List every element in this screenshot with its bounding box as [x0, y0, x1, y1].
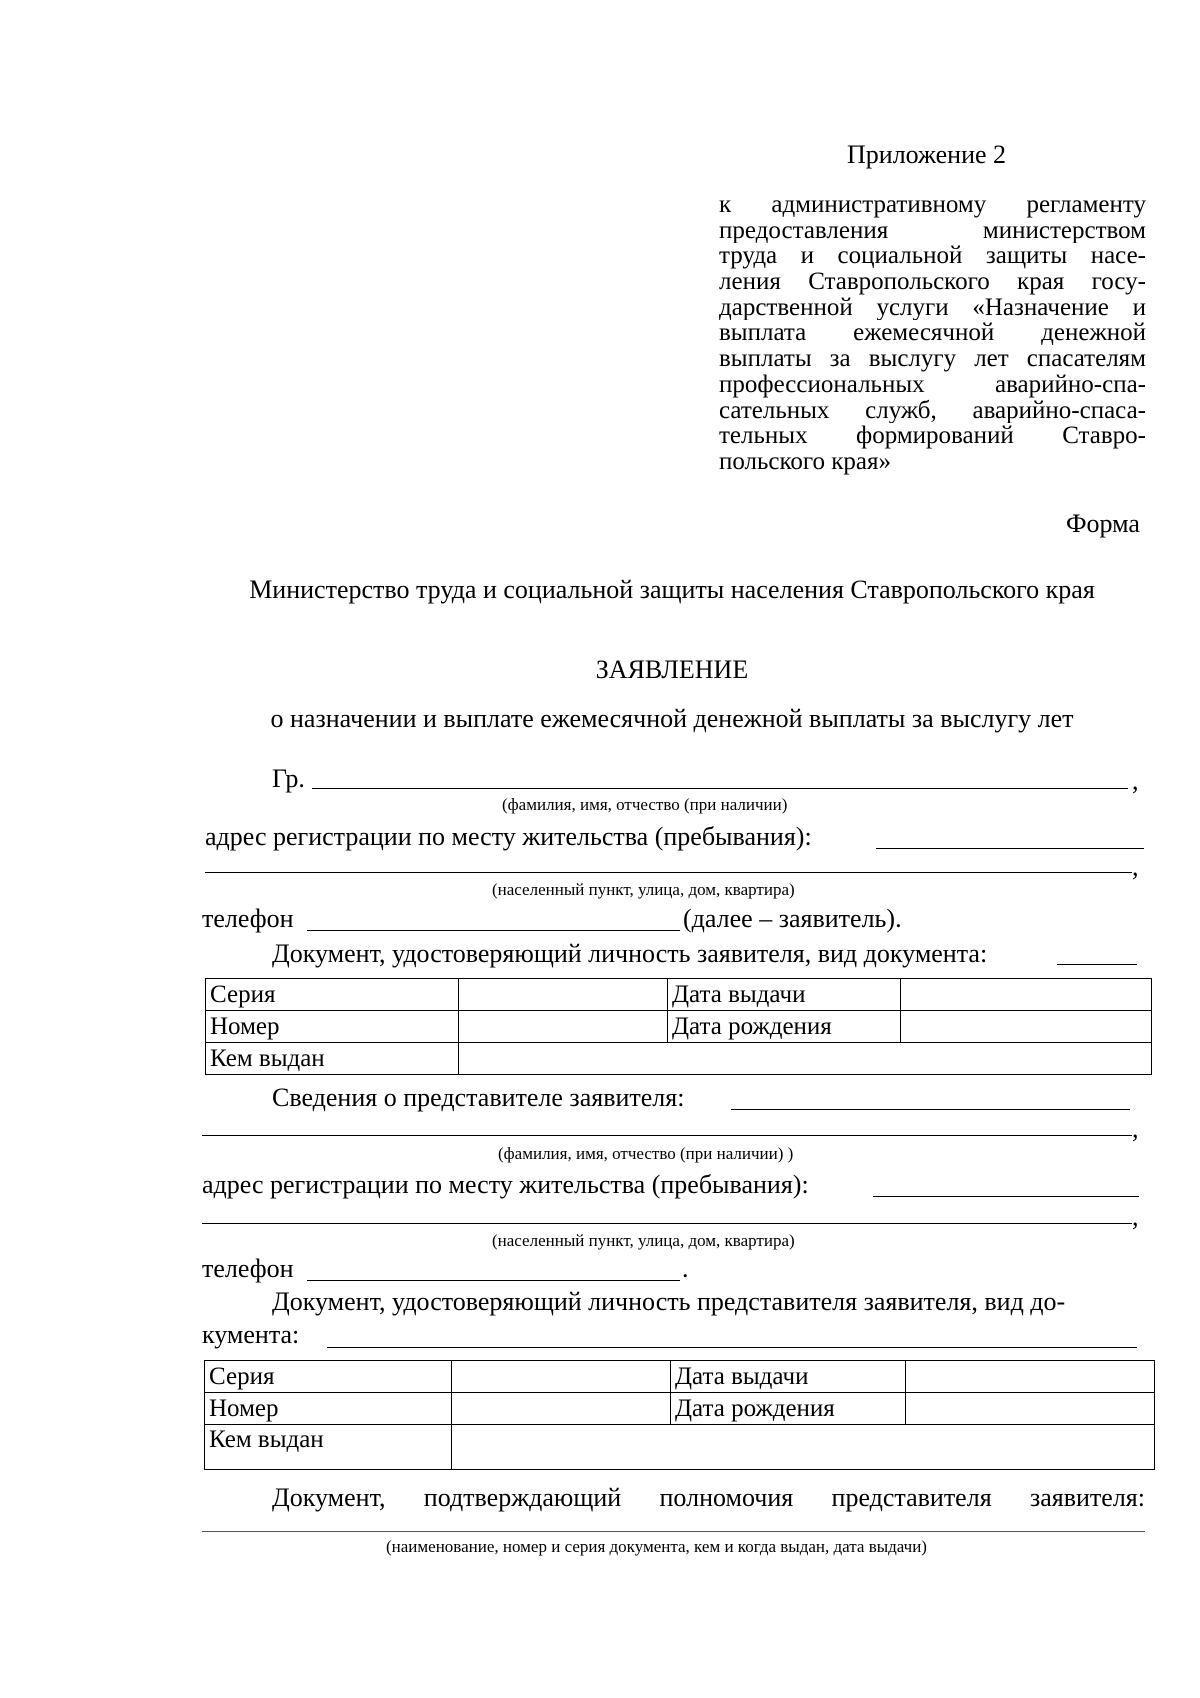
doc-type-input-line[interactable] — [1057, 964, 1137, 965]
representative-input-line[interactable] — [731, 1109, 1130, 1110]
series-cell[interactable] — [459, 979, 668, 1011]
rep-doc-label-2: кумента: — [202, 1320, 300, 1349]
rep-doc-label: Документ, удостоверяющий личность представителя заявителя, вид до- — [272, 1287, 1066, 1316]
reglament-line: тельных формирований Ставро- — [719, 423, 1146, 449]
authority-label: Документ, подтверждающий полномочия представителя заявителя: — [272, 1483, 1145, 1512]
rep-birth-date-cell[interactable] — [906, 1393, 1155, 1425]
gr-label: Гр. — [272, 764, 305, 793]
authority-input-line[interactable] — [202, 1531, 1145, 1532]
address-caption: (населенный пункт, улица, дом, квартира) — [492, 880, 795, 899]
reglament-line: дарственной услуги «Назначение и — [719, 294, 1146, 321]
fio-caption: (фамилия, имя, отчество (при наличии) — [502, 795, 788, 814]
rep-phone-label: телефон — [202, 1254, 294, 1283]
rep-address-caption: (населенный пункт, улица, дом, квартира) — [492, 1231, 795, 1250]
phone-suffix: (далее – заявитель). — [683, 904, 902, 933]
address-label: адрес регистрации по месту жительства (пребывания): — [205, 822, 812, 851]
reglament-line: выплаты за выслугу лет спасателям — [719, 346, 1146, 372]
rep-id-table — [204, 1360, 1155, 1470]
rep-number-cell[interactable] — [452, 1393, 671, 1425]
reglament-line: сательных служб, аварийно-спаса- — [719, 397, 1146, 424]
ministry-name: Министерство труда и социальной защиты населения Ставропольского края — [249, 575, 1095, 604]
comma: , — [1132, 766, 1139, 795]
issue-date-label: Дата выдачи — [668, 979, 901, 1011]
birth-date-label: Дата рождения — [668, 1011, 901, 1043]
number-label: Номер — [206, 1011, 459, 1043]
rep-doc-type-input-line[interactable] — [327, 1347, 1137, 1348]
series-label: Серия — [206, 979, 459, 1011]
issued-by-cell[interactable] — [459, 1043, 1152, 1075]
rep-issued-by-cell[interactable] — [452, 1425, 1155, 1470]
rep-phone-input-line[interactable] — [307, 1280, 680, 1281]
comma: , — [1132, 852, 1139, 881]
reglament-reference — [719, 192, 1146, 475]
rep-fio-caption: (фамилия, имя, отчество (при наличии) ) — [498, 1144, 794, 1163]
rep-series-cell[interactable] — [452, 1361, 671, 1393]
rep-address-input-line[interactable] — [873, 1196, 1139, 1197]
comma: , — [1132, 1114, 1139, 1143]
rep-series-label: Серия — [205, 1361, 452, 1393]
rep-issue-date-label: Дата выдачи — [671, 1361, 906, 1393]
rep-birth-date-label: Дата рождения — [671, 1393, 906, 1425]
address-input-line[interactable] — [876, 848, 1144, 849]
phone-label: телефон — [202, 904, 294, 933]
reglament-line: профессиональных аварийно-спа- — [719, 371, 1146, 398]
rep-address-label: адрес регистрации по месту жительства (пребывания): — [202, 1170, 809, 1199]
page-title: ЗАЯВЛЕНИЕ — [595, 655, 749, 684]
reglament-line: предоставления министерством — [719, 217, 1146, 244]
birth-date-cell[interactable] — [901, 1011, 1152, 1043]
issued-by-label: Кем выдан — [206, 1043, 459, 1075]
issue-date-cell[interactable] — [901, 979, 1152, 1011]
representative-label: Сведения о представителе заявителя: — [272, 1083, 685, 1112]
reglament-line: труда и социальной защиты насе- — [719, 243, 1146, 270]
reglament-line: выплата ежемесячной денежной — [719, 320, 1146, 347]
page-subtitle: о назначении и выплате ежемесячной денежной выплаты за выслугу лет — [270, 704, 1074, 733]
doc-label: Документ, удостоверяющий личность заявителя, вид документа: — [272, 939, 988, 968]
form-label: Форма — [1066, 509, 1140, 538]
appendix-number: Приложение 2 — [847, 140, 1007, 169]
rep-address-input-line-2[interactable] — [202, 1223, 1132, 1224]
rep-number-label: Номер — [205, 1393, 452, 1425]
rep-phone-suffix: . — [682, 1254, 689, 1283]
number-cell[interactable] — [459, 1011, 668, 1043]
comma: , — [1132, 1202, 1139, 1231]
reglament-line: к административному регламенту — [719, 192, 1146, 218]
rep-issued-by-label: Кем выдан — [205, 1425, 452, 1470]
reglament-line: польского края» — [719, 448, 892, 475]
address-input-line-2[interactable] — [205, 872, 1132, 873]
representative-input-line-2[interactable] — [202, 1135, 1132, 1136]
phone-input-line[interactable] — [307, 930, 680, 931]
applicant-id-table — [205, 978, 1152, 1075]
reglament-line: ления Ставропольского края госу- — [719, 269, 1146, 295]
rep-issue-date-cell[interactable] — [906, 1361, 1155, 1393]
fio-input-line[interactable] — [312, 788, 1128, 789]
authority-caption: (наименование, номер и серия документа, кем и когда выдан, дата выдачи) — [386, 1537, 927, 1556]
